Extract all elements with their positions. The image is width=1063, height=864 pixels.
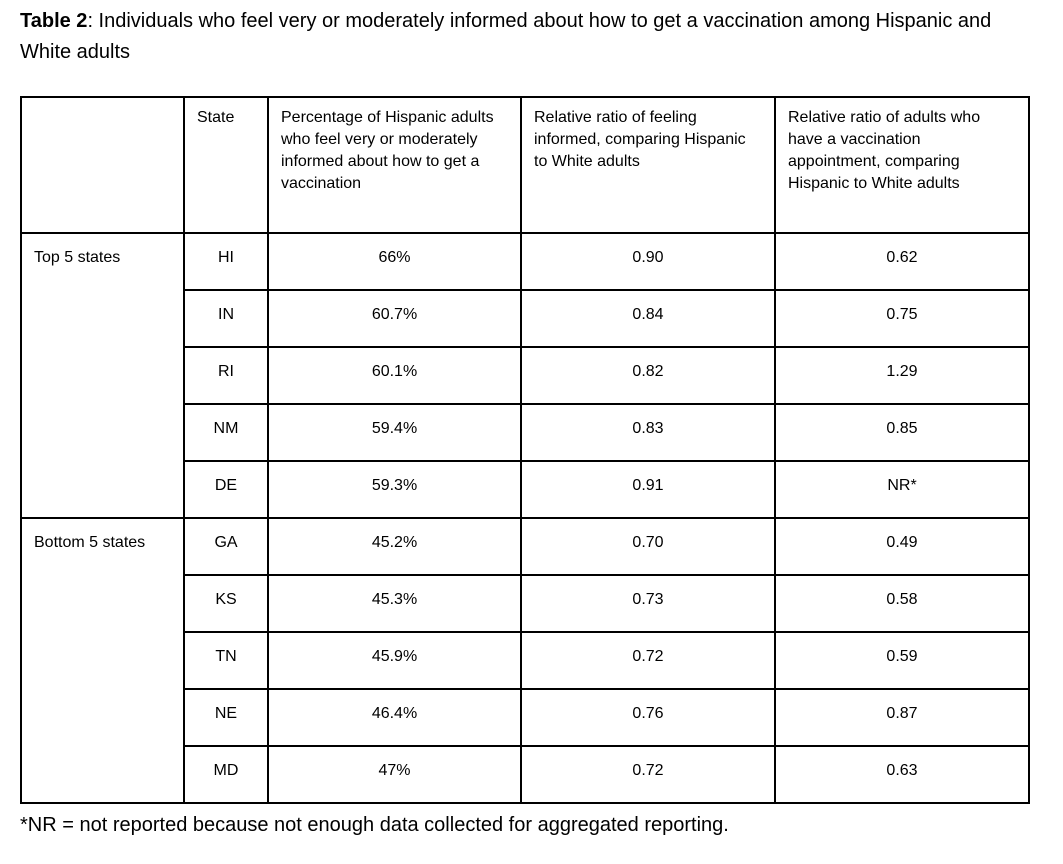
- cell-ratio-appointment: NR*: [775, 461, 1029, 518]
- cell-state: MD: [184, 746, 268, 803]
- cell-ratio-informed: 0.76: [521, 689, 775, 746]
- cell-percentage: 59.3%: [268, 461, 521, 518]
- table-row: [21, 233, 1029, 290]
- column-header-percentage: Percentage of Hispanic adults who feel very or moderately informed about how to get a vaccination: [268, 97, 521, 233]
- cell-state: NM: [184, 404, 268, 461]
- cell-ratio-informed: 0.83: [521, 404, 775, 461]
- table-title-text: : Individuals who feel very or moderately informed about how to get a vaccination among Hispanic and White adults: [20, 10, 992, 63]
- cell-state: GA: [184, 518, 268, 575]
- cell-ratio-informed: 0.72: [521, 746, 775, 803]
- cell-ratio-informed: 0.90: [521, 233, 775, 290]
- column-header-state: State: [184, 97, 268, 233]
- column-header-group: [21, 97, 184, 233]
- cell-percentage: 45.9%: [268, 632, 521, 689]
- cell-state: DE: [184, 461, 268, 518]
- cell-percentage: 66%: [268, 233, 521, 290]
- cell-ratio-appointment: 0.49: [775, 518, 1029, 575]
- cell-percentage: 45.3%: [268, 575, 521, 632]
- footnote: *NR = not reported because not enough data collected for aggregated reporting.: [20, 814, 729, 836]
- table-title-label: Table 2: [20, 10, 88, 32]
- column-header-ratio-appointment: Relative ratio of adults who have a vaccination appointment, comparing Hispanic to White adults: [775, 97, 1029, 233]
- cell-ratio-appointment: 0.62: [775, 233, 1029, 290]
- cell-ratio-informed: 0.84: [521, 290, 775, 347]
- header-row: [21, 97, 1029, 233]
- cell-ratio-informed: 0.72: [521, 632, 775, 689]
- cell-ratio-informed: 0.82: [521, 347, 775, 404]
- cell-ratio-appointment: 0.85: [775, 404, 1029, 461]
- cell-ratio-appointment: 0.75: [775, 290, 1029, 347]
- cell-ratio-appointment: 0.58: [775, 575, 1029, 632]
- cell-ratio-appointment: 0.59: [775, 632, 1029, 689]
- row-group-label-bottom5: Bottom 5 states: [21, 518, 184, 803]
- column-header-ratio-informed: Relative ratio of feeling informed, comparing Hispanic to White adults: [521, 97, 775, 233]
- table-row: [21, 518, 1029, 575]
- cell-ratio-informed: 0.70: [521, 518, 775, 575]
- cell-ratio-informed: 0.91: [521, 461, 775, 518]
- cell-percentage: 60.7%: [268, 290, 521, 347]
- cell-ratio-appointment: 0.87: [775, 689, 1029, 746]
- cell-state: KS: [184, 575, 268, 632]
- cell-ratio-appointment: 0.63: [775, 746, 1029, 803]
- cell-ratio-appointment: 1.29: [775, 347, 1029, 404]
- table-title: [20, 6, 1010, 68]
- data-table: [20, 96, 1030, 804]
- cell-state: TN: [184, 632, 268, 689]
- cell-percentage: 60.1%: [268, 347, 521, 404]
- cell-state: IN: [184, 290, 268, 347]
- cell-percentage: 45.2%: [268, 518, 521, 575]
- row-group-label-top5: Top 5 states: [21, 233, 184, 518]
- cell-percentage: 47%: [268, 746, 521, 803]
- cell-ratio-informed: 0.73: [521, 575, 775, 632]
- cell-state: RI: [184, 347, 268, 404]
- cell-state: HI: [184, 233, 268, 290]
- cell-state: NE: [184, 689, 268, 746]
- cell-percentage: 46.4%: [268, 689, 521, 746]
- cell-percentage: 59.4%: [268, 404, 521, 461]
